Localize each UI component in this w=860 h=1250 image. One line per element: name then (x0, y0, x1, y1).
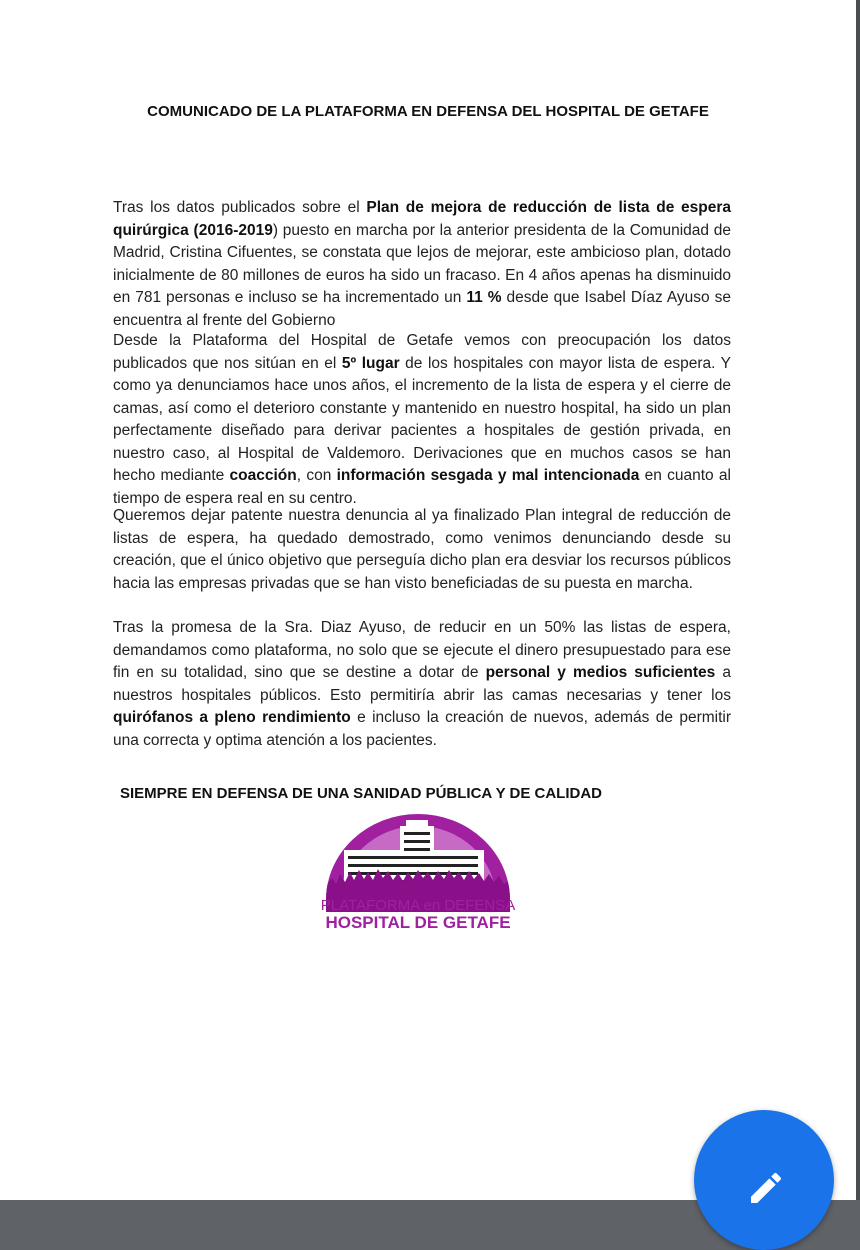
bold-personal-medios: personal y medios suficientes (485, 664, 716, 681)
document-title: COMUNICADO DE LA PLATAFORMA EN DEFENSA DEL HOSPITAL DE GETAFE (147, 103, 709, 120)
bold-coaccion: coacción (229, 467, 297, 484)
platform-logo (318, 812, 518, 934)
bold-percentage: 11 % (466, 289, 502, 306)
pencil-icon (746, 1168, 786, 1208)
bold-quirofanos: quirófanos a pleno rendimiento (113, 709, 351, 726)
edit-fab-button[interactable] (694, 1110, 834, 1250)
paragraph-4: Tras la promesa de la Sra. Diaz Ayuso, de reducir en un 50% las listas de espera, demandamos como plataforma, no solo que se ejecute el dinero presupuestado para ese fin en su totalidad, sino que se destine a dotar de personal y medios suficientes a nuestros hospitales públicos. Esto permitiría abrir las camas necesarias y tener los quirófanos a pleno rendimiento e incluso la creación de nuevos, además de permitir una correcta y optima atención a los pacientes. (113, 619, 732, 749)
svg-text:PLATAFORMA en DEFENSA: PLATAFORMA en DEFENSA (320, 897, 516, 914)
scrollbar[interactable] (856, 0, 860, 1200)
paragraph-1: Tras los datos publicados sobre el Plan de mejora de reducción de lista de espera quirúrgica (2016-2019) puesto en marcha por la anterior presidenta de la Comunidad de Madrid, Cristina Cifuentes, se constata que lejos de mejorar, este ambicioso plan, dotado inicialmente de 80 millones de euros ha sido un fracaso. En 4 años apenas ha disminuido en 781 personas e incluso se ha incrementado un 11 % desde que Isabel Díaz Ayuso se encuentra al frente del Gobierno (113, 199, 732, 329)
paragraph-3: Queremos dejar patente nuestra denuncia al ya finalizado Plan integral de reducción de listas de espera, ha quedado demostrado, como venimos denunciando desde su creación, que el único objetivo que perseguía dicho plan era desviar los recursos públicos hacia las empresas privadas que se han visto beneficiadas de su puesta en marcha. (113, 507, 731, 592)
bold-plan-name: Plan de mejora de reducción de lista de espera quirúrgica (2016-2019 (113, 199, 731, 239)
bold-ranking: 5º lugar (341, 354, 400, 372)
slogan: SIEMPRE EN DEFENSA DE UNA SANIDAD PÚBLICA Y DE CALIDAD (120, 785, 602, 802)
paragraph-2: Desde la Plataforma del Hospital de Getafe vemos con preocupación los datos publicados que nos sitúan en el 5º lugar de los hospitales con mayor lista de espera. Y como ya denunciamos hace unos años, el incremento de la lista de espera y el cierre de camas, así como el deterioro constante y mantenido en nuestro hospital, ha sido un plan perfectamente diseñado para derivar pacientes a hospitales de gestión privada, en nuestro caso, al Hospital de Valdemoro. Derivaciones que en muchos casos se han hecho mediante coacción, con información sesgada y mal intencionada en cuanto al tiempo de espera real en su centro. (113, 332, 732, 507)
svg-text:HOSPITAL DE GETAFE: HOSPITAL DE GETAFE (325, 913, 511, 932)
bold-informacion: información sesgada y mal intencionada (336, 467, 640, 484)
